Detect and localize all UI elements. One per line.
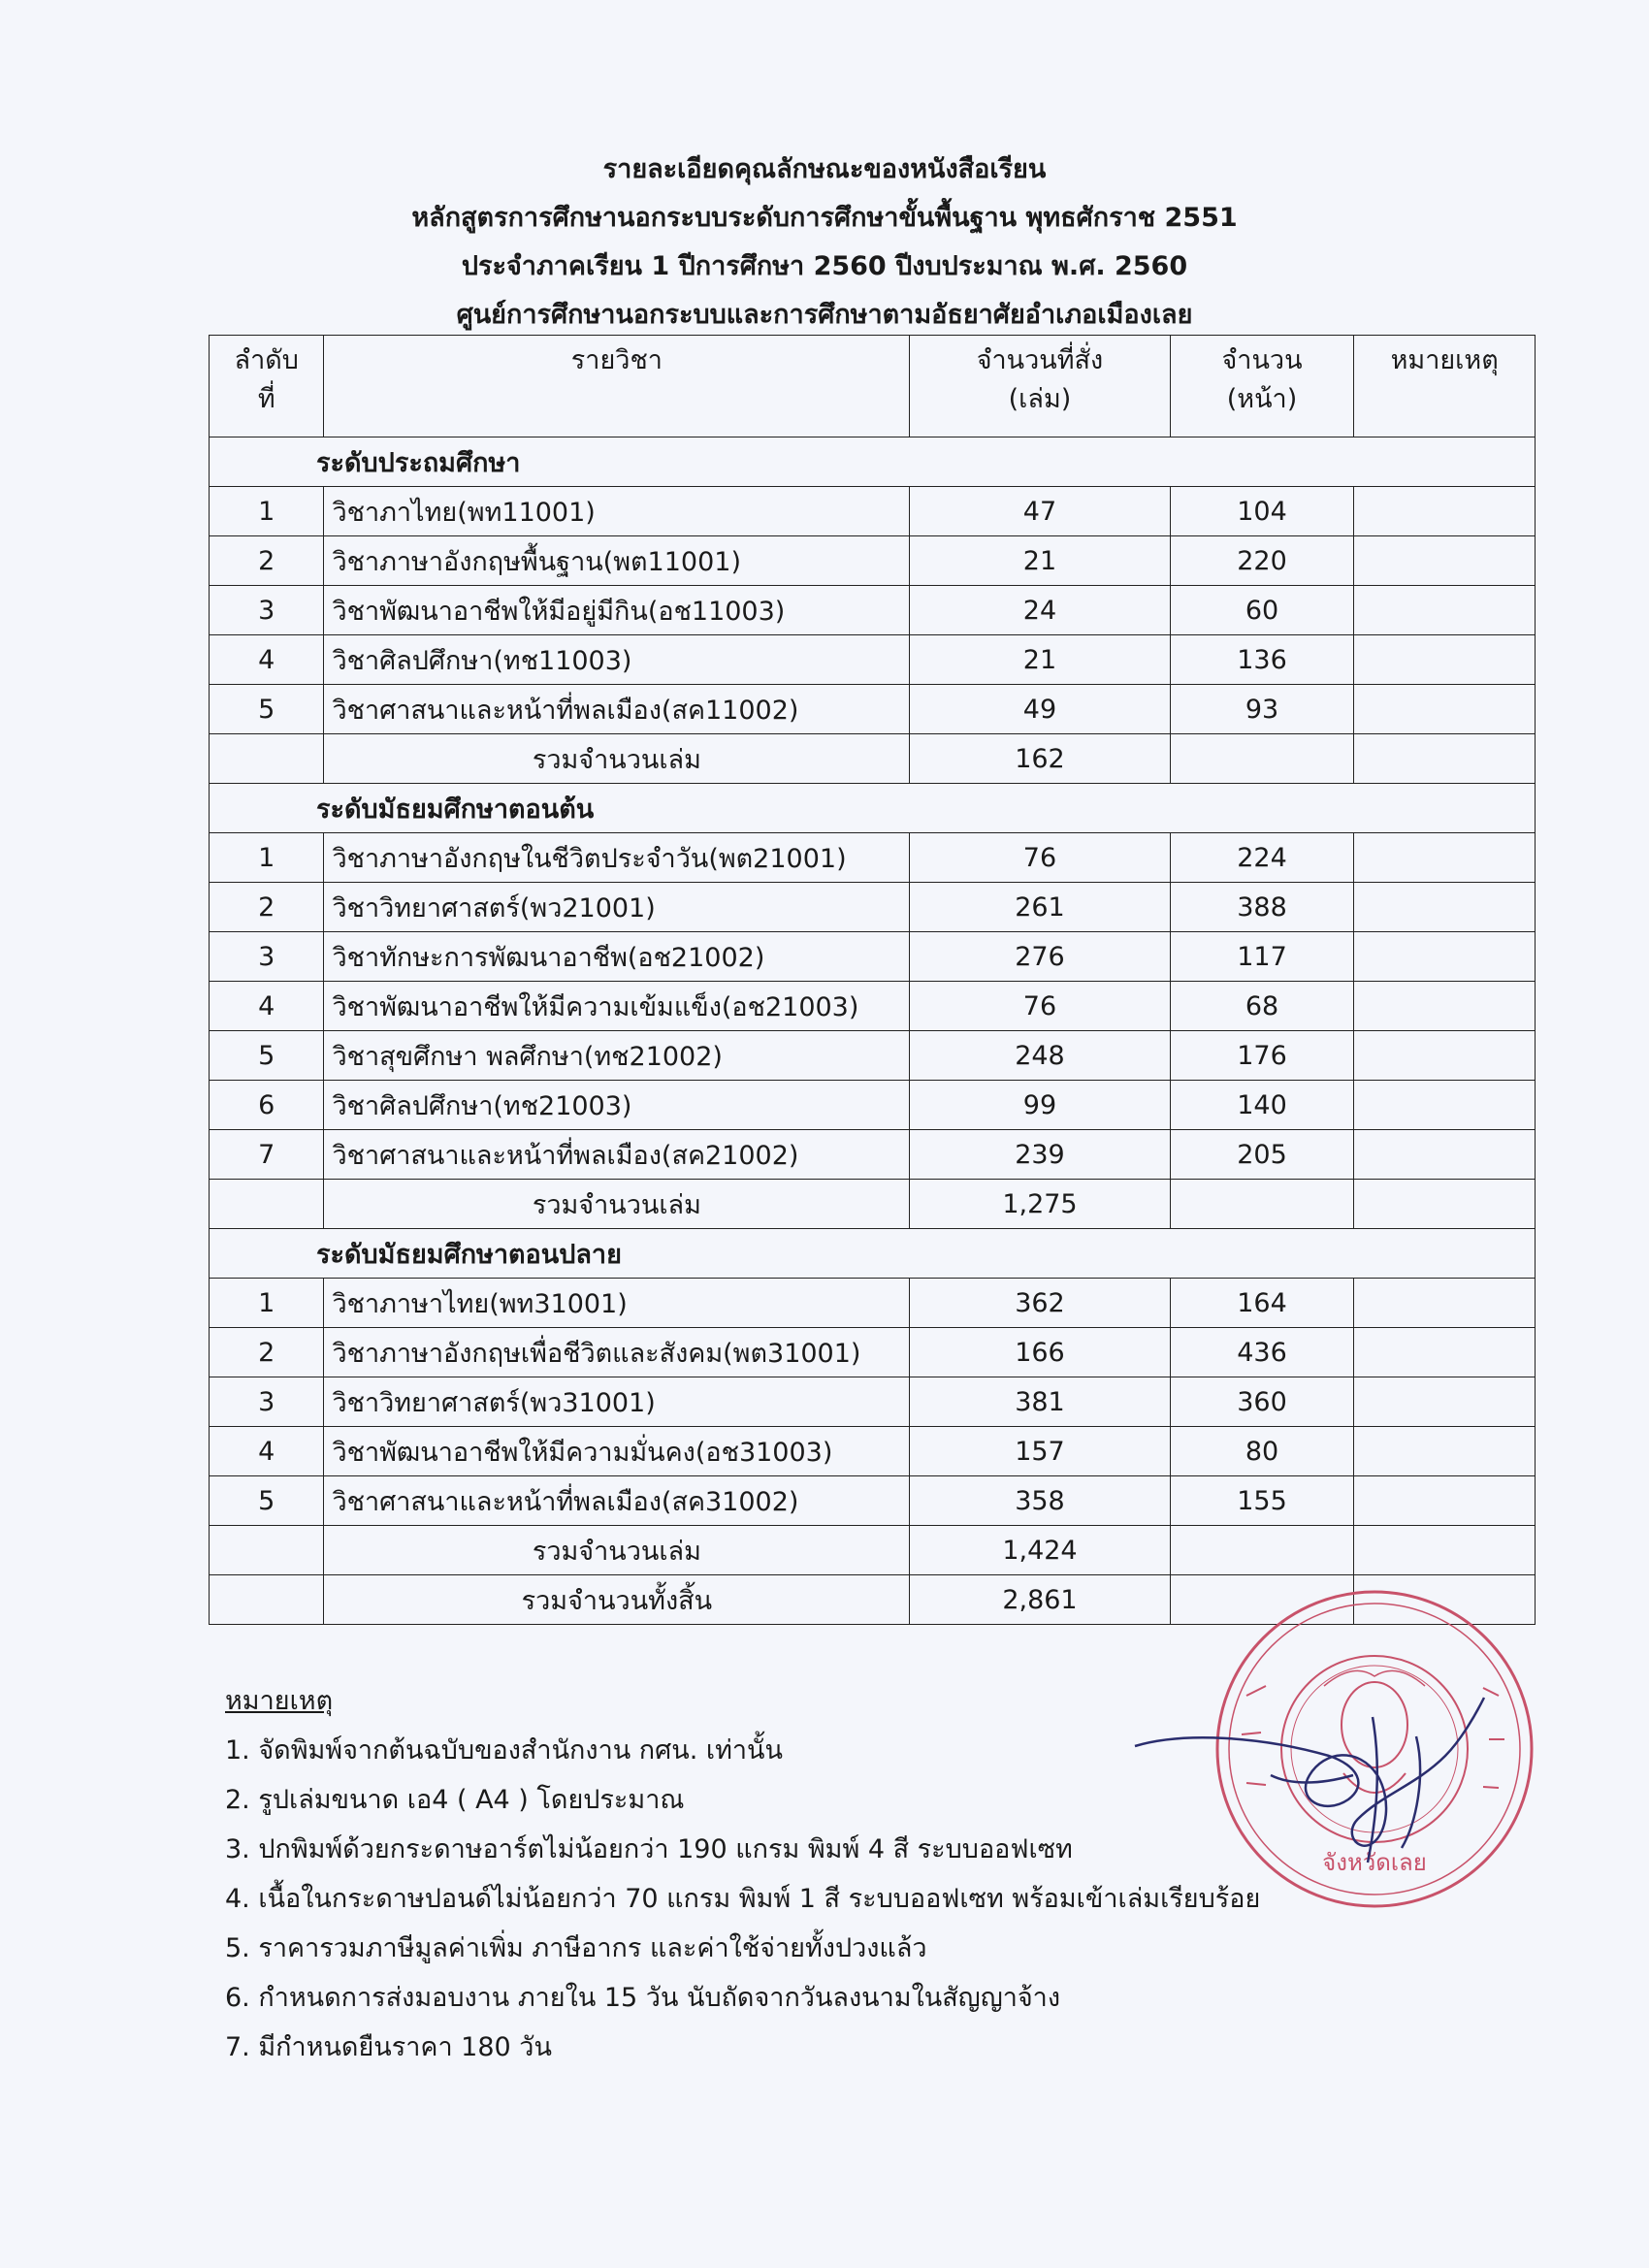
header-no bbox=[210, 336, 324, 437]
row-quantity: 24 bbox=[910, 586, 1170, 635]
row-number: 4 bbox=[210, 982, 324, 1031]
section-title: ระดับประถมศึกษา bbox=[210, 437, 1536, 487]
section-total-value: 162 bbox=[910, 734, 1170, 784]
table-row bbox=[210, 1130, 1536, 1180]
header-no-line2: ที่ bbox=[257, 384, 275, 414]
seal-bottom-text: จังหวัดเลย bbox=[1322, 1849, 1427, 1876]
table-row bbox=[210, 1279, 1536, 1328]
grand-total-value: 2,861 bbox=[910, 1575, 1170, 1625]
title-line-1: รายละเอียดคุณลักษณะของหนังสือเรียน bbox=[602, 154, 1047, 184]
table-body bbox=[210, 437, 1536, 1625]
note-item: 2. รูปเล่มขนาด เอ4 ( A4 ) โดยประมาณ bbox=[225, 1785, 685, 1815]
section-header-row bbox=[210, 784, 1536, 833]
row-number: 4 bbox=[210, 1427, 324, 1476]
row-pages: 388 bbox=[1170, 883, 1354, 932]
row-quantity: 166 bbox=[910, 1328, 1170, 1377]
row-subject: วิชาภาษาอังกฤษพื้นฐาน(พต11001) bbox=[324, 536, 910, 586]
row-quantity: 276 bbox=[910, 932, 1170, 982]
row-number: 3 bbox=[210, 1377, 324, 1427]
header-pages-line1: จำนวน bbox=[1221, 345, 1303, 375]
row-subject: วิชาวิทยาศาสตร์(พว21001) bbox=[324, 883, 910, 932]
header-remark-label: หมายเหตุ bbox=[1390, 345, 1499, 375]
notes-section bbox=[225, 1676, 1260, 2072]
title-line-4: ศูนย์การศึกษานอกระบบและการศึกษาตามอัธยาศัยอำเภอเมืองเลย bbox=[456, 300, 1193, 330]
row-quantity: 49 bbox=[910, 685, 1170, 734]
section-total-row bbox=[210, 734, 1536, 784]
notes-list bbox=[225, 1726, 1260, 2072]
section-header-row bbox=[210, 1229, 1536, 1279]
row-number: 2 bbox=[210, 536, 324, 586]
header-pages-line2: (หน้า) bbox=[1226, 384, 1298, 414]
row-quantity: 21 bbox=[910, 536, 1170, 586]
row-subject: วิชาภาษาอังกฤษเพื่อชีวิตและสังคม(พต31001) bbox=[324, 1328, 910, 1377]
row-quantity: 21 bbox=[910, 635, 1170, 685]
section-header-row bbox=[210, 437, 1536, 487]
row-pages: 60 bbox=[1170, 586, 1354, 635]
row-pages: 93 bbox=[1170, 685, 1354, 734]
row-subject: วิชาศิลปศึกษา(ทช21003) bbox=[324, 1081, 910, 1130]
row-remark bbox=[1354, 487, 1536, 536]
row-subject: วิชาทักษะการพัฒนาอาชีพ(อช21002) bbox=[324, 932, 910, 982]
total-empty-cell bbox=[210, 1526, 324, 1575]
total-empty-cell bbox=[1354, 1526, 1536, 1575]
table-row bbox=[210, 1081, 1536, 1130]
total-empty-cell bbox=[1354, 1180, 1536, 1229]
title-line-2: หลักสูตรการศึกษานอกระบบระดับการศึกษาขั้นพื้นฐาน พุทธศักราช 2551 bbox=[411, 203, 1238, 233]
title-line-3: ประจำภาคเรียน 1 ปีการศึกษา 2560 ปีงบประมาณ พ.ศ. 2560 bbox=[461, 251, 1188, 281]
row-number: 1 bbox=[210, 487, 324, 536]
row-remark bbox=[1354, 883, 1536, 932]
section-title: ระดับมัธยมศึกษาตอนต้น bbox=[210, 784, 1536, 833]
textbook-table bbox=[209, 335, 1536, 1625]
row-pages: 224 bbox=[1170, 833, 1354, 883]
table-row bbox=[210, 536, 1536, 586]
table-row bbox=[210, 586, 1536, 635]
row-pages: 360 bbox=[1170, 1377, 1354, 1427]
row-remark bbox=[1354, 1377, 1536, 1427]
row-pages: 155 bbox=[1170, 1476, 1354, 1526]
section-total-row bbox=[210, 1526, 1536, 1575]
header-remark bbox=[1354, 336, 1536, 437]
section-total-label: รวมจำนวนเล่ม bbox=[324, 734, 910, 784]
header-qty-line2: (เล่ม) bbox=[1008, 384, 1072, 414]
total-empty-cell bbox=[210, 734, 324, 784]
row-remark bbox=[1354, 586, 1536, 635]
table-header-row bbox=[210, 336, 1536, 437]
row-remark bbox=[1354, 536, 1536, 586]
table-row bbox=[210, 685, 1536, 734]
row-remark bbox=[1354, 635, 1536, 685]
table-row bbox=[210, 883, 1536, 932]
row-quantity: 248 bbox=[910, 1031, 1170, 1081]
table-row bbox=[210, 635, 1536, 685]
notes-title: หมายเหตุ bbox=[225, 1686, 334, 1716]
row-number: 2 bbox=[210, 1328, 324, 1377]
table-row bbox=[210, 1377, 1536, 1427]
row-number: 5 bbox=[210, 1476, 324, 1526]
row-pages: 220 bbox=[1170, 536, 1354, 586]
row-quantity: 358 bbox=[910, 1476, 1170, 1526]
row-subject: วิชาภาษาอังกฤษในชีวิตประจำวัน(พต21001) bbox=[324, 833, 910, 883]
row-subject: วิชาวิทยาศาสตร์(พว31001) bbox=[324, 1377, 910, 1427]
row-remark bbox=[1354, 1476, 1536, 1526]
table-row bbox=[210, 833, 1536, 883]
row-remark bbox=[1354, 1081, 1536, 1130]
row-number: 2 bbox=[210, 883, 324, 932]
table-row bbox=[210, 1328, 1536, 1377]
row-number: 1 bbox=[210, 1279, 324, 1328]
row-number: 1 bbox=[210, 833, 324, 883]
header-subject bbox=[324, 336, 910, 437]
section-title: ระดับมัธยมศึกษาตอนปลาย bbox=[210, 1229, 1536, 1279]
table-row bbox=[210, 487, 1536, 536]
row-pages: 104 bbox=[1170, 487, 1354, 536]
row-pages: 176 bbox=[1170, 1031, 1354, 1081]
note-item: 5. ราคารวมภาษีมูลค่าเพิ่ม ภาษีอากร และค่าใช้จ่ายทั้งปวงแล้ว bbox=[225, 1933, 927, 1963]
row-subject: วิชาพัฒนาอาชีพให้มีอยู่มีกิน(อช11003) bbox=[324, 586, 910, 635]
row-number: 4 bbox=[210, 635, 324, 685]
row-number: 6 bbox=[210, 1081, 324, 1130]
note-item: 7. มีกำหนดยืนราคา 180 วัน bbox=[225, 2032, 552, 2062]
row-pages: 205 bbox=[1170, 1130, 1354, 1180]
header-pages bbox=[1170, 336, 1354, 437]
row-remark bbox=[1354, 1427, 1536, 1476]
row-pages: 136 bbox=[1170, 635, 1354, 685]
header-no-line1: ลำดับ bbox=[234, 345, 299, 375]
row-quantity: 157 bbox=[910, 1427, 1170, 1476]
table-row bbox=[210, 1427, 1536, 1476]
grand-total-label: รวมจำนวนทั้งสิ้น bbox=[324, 1575, 910, 1625]
section-total-row bbox=[210, 1180, 1536, 1229]
row-quantity: 47 bbox=[910, 487, 1170, 536]
table-row bbox=[210, 932, 1536, 982]
header-qty-line1: จำนวนที่สั่ง bbox=[976, 345, 1104, 375]
row-number: 5 bbox=[210, 1031, 324, 1081]
row-remark bbox=[1354, 1279, 1536, 1328]
row-remark bbox=[1354, 685, 1536, 734]
total-empty-cell bbox=[210, 1575, 324, 1625]
row-subject: วิชาภาไทย(พท11001) bbox=[324, 487, 910, 536]
row-number: 5 bbox=[210, 685, 324, 734]
row-subject: วิชาศาสนาและหน้าที่พลเมือง(สค31002) bbox=[324, 1476, 910, 1526]
row-subject: วิชาพัฒนาอาชีพให้มีความเข้มแข็ง(อช21003) bbox=[324, 982, 910, 1031]
total-empty-cell bbox=[1354, 734, 1536, 784]
section-total-label: รวมจำนวนเล่ม bbox=[324, 1526, 910, 1575]
row-pages: 164 bbox=[1170, 1279, 1354, 1328]
row-number: 3 bbox=[210, 586, 324, 635]
row-subject: วิชาภาษาไทย(พท31001) bbox=[324, 1279, 910, 1328]
note-item: 4. เนื้อในกระดาษปอนด์ไม่น้อยกว่า 70 แกรม พิมพ์ 1 สี ระบบออฟเซท พร้อมเข้าเล่มเรียบร้อย bbox=[225, 1884, 1261, 1914]
section-total-value: 1,275 bbox=[910, 1180, 1170, 1229]
note-item: 1. จัดพิมพ์จากต้นฉบับของสำนักงาน กศน. เท่านั้น bbox=[225, 1735, 783, 1766]
row-quantity: 76 bbox=[910, 982, 1170, 1031]
row-subject: วิชาศาสนาและหน้าที่พลเมือง(สค21002) bbox=[324, 1130, 910, 1180]
row-pages: 68 bbox=[1170, 982, 1354, 1031]
header-quantity bbox=[910, 336, 1170, 437]
row-pages: 436 bbox=[1170, 1328, 1354, 1377]
row-remark bbox=[1354, 932, 1536, 982]
total-empty-cell bbox=[1170, 1526, 1354, 1575]
row-quantity: 261 bbox=[910, 883, 1170, 932]
row-quantity: 239 bbox=[910, 1130, 1170, 1180]
row-quantity: 362 bbox=[910, 1279, 1170, 1328]
row-quantity: 381 bbox=[910, 1377, 1170, 1427]
row-subject: วิชาศาสนาและหน้าที่พลเมือง(สค11002) bbox=[324, 685, 910, 734]
section-total-value: 1,424 bbox=[910, 1526, 1170, 1575]
section-total-label: รวมจำนวนเล่ม bbox=[324, 1180, 910, 1229]
note-item: 3. ปกพิมพ์ด้วยกระดาษอาร์ตไม่น้อยกว่า 190 แกรม พิมพ์ 4 สี ระบบออฟเซท bbox=[225, 1834, 1073, 1864]
row-subject: วิชาสุขศึกษา พลศึกษา(ทช21002) bbox=[324, 1031, 910, 1081]
row-remark bbox=[1354, 1130, 1536, 1180]
signature-icon bbox=[1125, 1639, 1494, 1882]
table-row bbox=[210, 982, 1536, 1031]
row-number: 7 bbox=[210, 1130, 324, 1180]
row-pages: 80 bbox=[1170, 1427, 1354, 1476]
row-quantity: 99 bbox=[910, 1081, 1170, 1130]
row-remark bbox=[1354, 833, 1536, 883]
total-empty-cell bbox=[1170, 734, 1354, 784]
row-pages: 117 bbox=[1170, 932, 1354, 982]
document-header bbox=[0, 146, 1649, 340]
total-empty-cell bbox=[1170, 1180, 1354, 1229]
row-pages: 140 bbox=[1170, 1081, 1354, 1130]
table-row bbox=[210, 1476, 1536, 1526]
row-remark bbox=[1354, 982, 1536, 1031]
header-subject-label: รายวิชา bbox=[570, 345, 663, 375]
note-item: 6. กำหนดการส่งมอบงาน ภายใน 15 วัน นับถัดจากวันลงนามในสัญญาจ้าง bbox=[225, 1983, 1061, 2013]
row-subject: วิชาพัฒนาอาชีพให้มีความมั่นคง(อช31003) bbox=[324, 1427, 910, 1476]
row-number: 3 bbox=[210, 932, 324, 982]
total-empty-cell bbox=[210, 1180, 324, 1229]
row-remark bbox=[1354, 1328, 1536, 1377]
row-remark bbox=[1354, 1031, 1536, 1081]
row-subject: วิชาศิลปศึกษา(ทช11003) bbox=[324, 635, 910, 685]
table-row bbox=[210, 1031, 1536, 1081]
row-quantity: 76 bbox=[910, 833, 1170, 883]
